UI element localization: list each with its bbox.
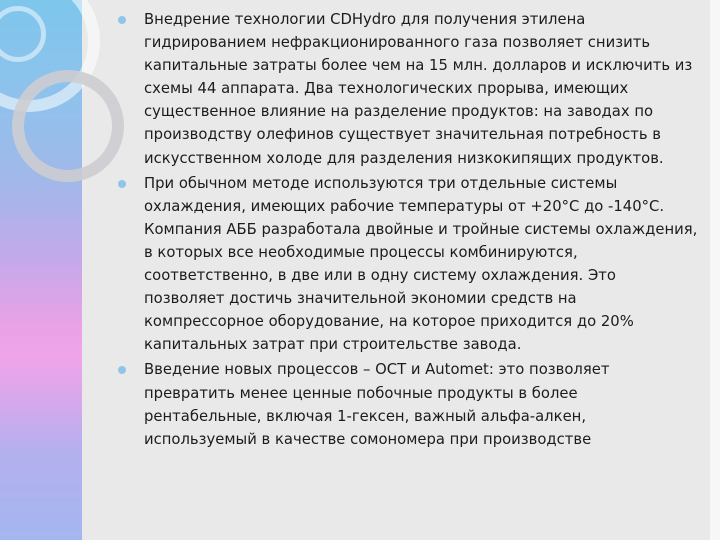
- bullet-item: [118, 8, 698, 170]
- decorative-ring-gray: [12, 70, 124, 182]
- bullet-text: Внедрение технологии CDHydro для получения этилена гидрированием нефракционированного газа позволяет снизить капитальные затраты более чем на 15 млн. долларов и исключить из схемы 44 аппарата. Два технологических прорыва, имеющих существенное влияние на разделение продуктов: на заводах по производству олефинов существует значительная потребность в искусственном холоде для разделения низкокипящих продуктов.: [144, 11, 693, 167]
- slide-body: [118, 8, 698, 453]
- bullet-item: [118, 358, 698, 450]
- bullet-dot-icon: [118, 180, 126, 188]
- bullet-dot-icon: [118, 366, 126, 374]
- bullet-dot-icon: [118, 16, 126, 24]
- bullet-item: [118, 172, 698, 357]
- slide-right-edge: [710, 0, 720, 540]
- bullet-text: При обычном методе используются три отдельные системы охлаждения, имеющих рабочие температуры от +20°С до -140°С. Компания АББ разработала двойные и тройные системы охлаждения, в которых все необходимые процессы комбинируются, соответственно, в две или в одну систему охлаждения. Это позволяет достичь значительной экономии средств на компрессорное оборудование, на которое приходится до 20% капитальных затрат при строительстве завода.: [144, 174, 698, 354]
- bullet-text: Введение новых процессов – OCT и Automet: это позволяет превратить менее ценные побочные продукты в более рентабельные, включая 1-гексен, важный альфа-алкен, используемый в качестве сомономера при производстве: [144, 361, 610, 448]
